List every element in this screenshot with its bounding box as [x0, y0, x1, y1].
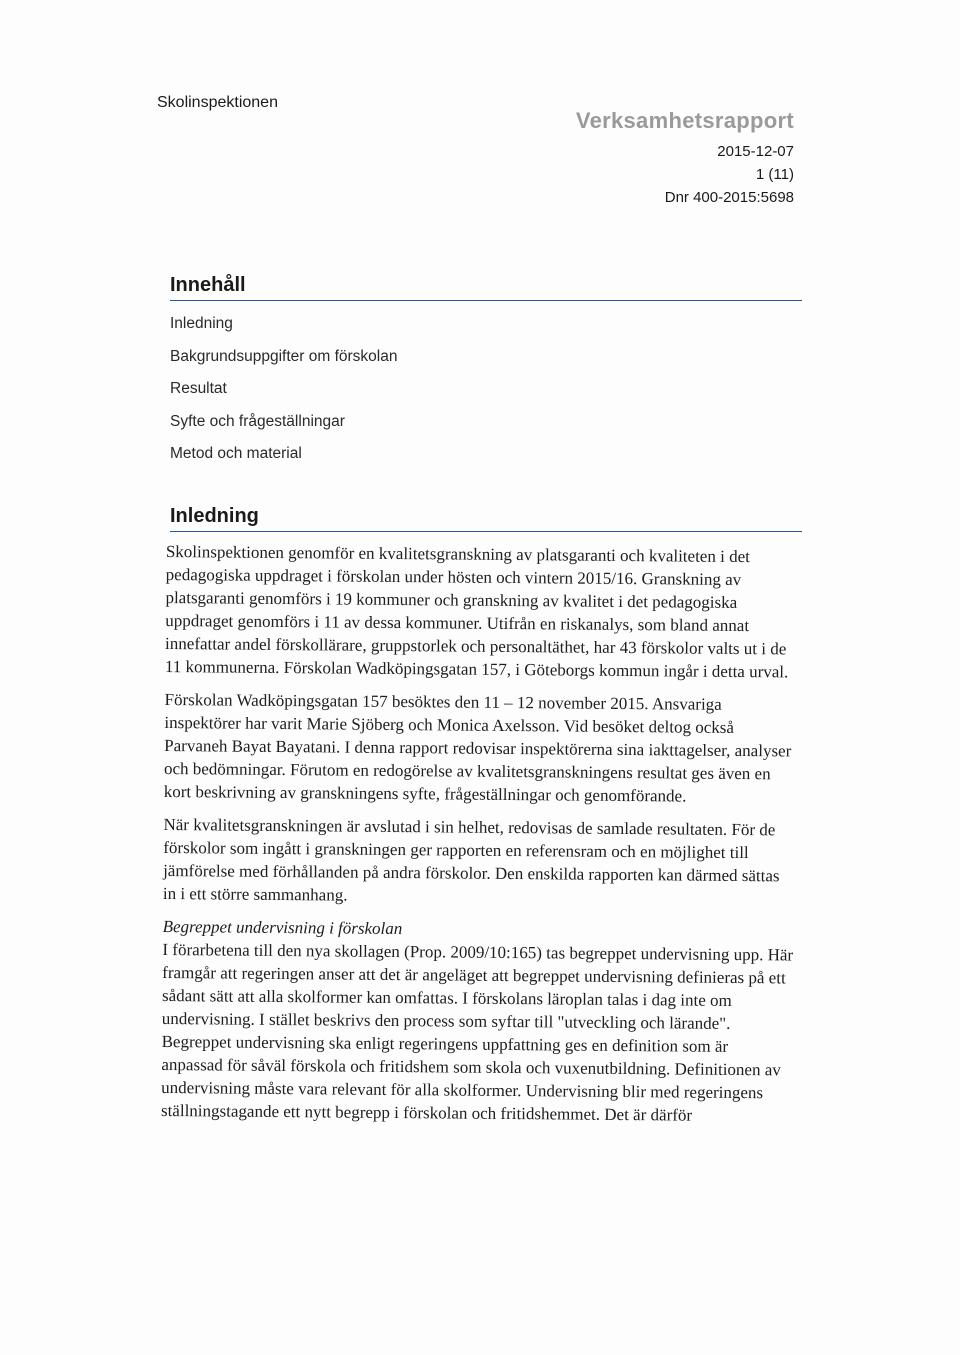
toc-heading: Innehåll [170, 274, 802, 301]
table-of-contents [170, 314, 397, 477]
toc-item: Syfte och frågeställningar [170, 412, 345, 430]
intro-paragraph: Skolinspektionen genomför en kvalitetsgranskning av platsgaranti och kvaliteten i det pedagogiska uppdraget i förskolan under hösten och vintern 2015/16. Granskning av platsgaranti genomförs i 19 kommuner och granskning av kvalitet i det pedagogiska uppdraget genomförs i 11 av dessa kommuner. Utifrån en riskanalys, som bland annat innefattar andel förskollärare, gruppstorlek och personaltäthet, har 43 förskolor valts ut i de 11 kommunerna. Förskolan Wadköpingsgatan 157, i Göteborgs kommun ingår i detta urval. [164, 541, 789, 682]
report-header [576, 108, 794, 209]
page-number: 1 (11) [755, 166, 794, 183]
organization-name: Skolinspektionen [157, 94, 278, 111]
toc-item: Inledning [170, 315, 233, 332]
subsection-paragraph: I förarbetena till den nya skollagen (Prop. 2009/10:165) tas begreppet undervisning upp. Här framgår att regeringen anser att det är angeläget att begreppet undervisning definieras på ett sådant sätt att alla skolformer kan omfattas. I förskolans läroplan talas i dag inte om undervisning. I stället beskrivs den process som syftar till "utveckling och lärande". Begreppet undervisning ska enligt regeringens uppfattning ges en definition som är anpassad för såväl förskola och fritidshem som skola och vuxenutbildning. Definitionen av undervisning måste vara relevant för alla skolformer. Undervisning blir med regeringens ställningstagande ett nytt begrepp i förskolan och fritidshemmet. Det är därför [160, 939, 794, 1125]
intro-paragraph: När kvalitetsgranskningen är avslutad i sin helhet, redovisas de samlade resultaten. För de förskolor som ingått i granskningen ger rapporten en referensram och en möjlighet till jämförelse med förhållanden på andra förskolor. Den enskilda rapporten kan därmed sättas in i ett större sammanhang. [162, 814, 780, 905]
intro-heading: Inledning [170, 505, 802, 532]
diary-number: Dnr 400-2015:5698 [664, 189, 794, 206]
report-date: 2015-12-07 [717, 143, 794, 160]
toc-item: Resultat [170, 380, 227, 397]
toc-item: Metod och material [170, 445, 302, 462]
subsection-heading: Begreppet undervisning i förskolan [162, 916, 403, 939]
report-title: Verksamhetsrapport [575, 108, 794, 133]
intro-paragraph: Förskolan Wadköpingsgatan 157 besöktes den 11 – 12 november 2015. Ansvariga inspektörer har varit Marie Sjöberg och Monica Axelsson. Vid besöket deltog också Parvaneh Bayat Bayatani. I denna rapport redovisar inspektörerna sina iakttagelser, analyser och bedömningar. Förutom en redogörelse av kvalitetsgranskningens resultat ges även en kort beskrivning av granskningens syfte, frågeställningar och genomförande. [163, 689, 792, 806]
intro-body [161, 540, 798, 1137]
toc-item: Bakgrundsuppgifter om förskolan [170, 347, 398, 365]
